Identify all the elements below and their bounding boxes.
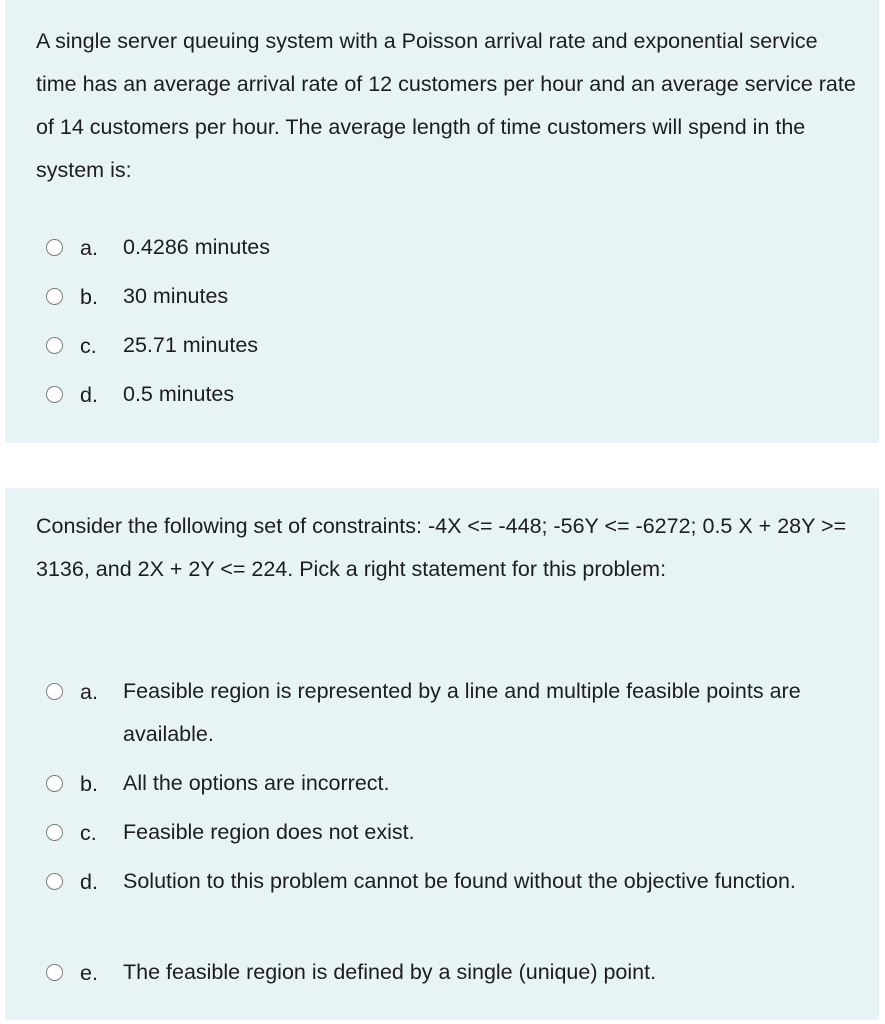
- option-letter: b.: [80, 285, 98, 309]
- question-1: [5, 0, 879, 443]
- radio-button[interactable]: [46, 288, 63, 305]
- radio-button[interactable]: [46, 964, 63, 981]
- option-label: 30 minutes: [123, 284, 229, 308]
- radio-button[interactable]: [46, 775, 63, 792]
- option-label: Feasible region is represented by a line and multiple feasible points are available.: [123, 679, 801, 746]
- option-label: 0.5 minutes: [123, 382, 235, 406]
- option-label: Feasible region does not exist.: [123, 820, 415, 844]
- question-2: [5, 488, 879, 1020]
- option-letter: c.: [80, 821, 97, 845]
- option-label: 25.71 minutes: [123, 333, 259, 357]
- radio-button[interactable]: [46, 683, 63, 700]
- option-label: Solution to this problem cannot be found without the objective function.: [123, 869, 796, 893]
- option-letter: b.: [80, 772, 98, 796]
- radio-button[interactable]: [46, 239, 63, 256]
- option-letter: e.: [80, 961, 98, 985]
- option-letter: a.: [80, 680, 98, 704]
- radio-button[interactable]: [46, 873, 63, 890]
- option-letter: d.: [80, 870, 98, 894]
- option-label: All the options are incorrect.: [123, 771, 390, 795]
- option-label: The feasible region is defined by a single (unique) point.: [123, 960, 657, 984]
- option-letter: c.: [80, 334, 97, 358]
- option-letter: d.: [80, 383, 98, 407]
- question-text: A single server queuing system with a Poisson arrival rate and exponential service time has an average arrival rate of 12 customers per hour and an average service rate of 14 customers per hour. The average length of time customers will spend in the system is:: [36, 29, 856, 182]
- radio-button[interactable]: [46, 337, 63, 354]
- option-label: 0.4286 minutes: [123, 235, 271, 259]
- question-text: Consider the following set of constraints: -4X <= -448; -56Y <= -6272; 0.5 X + 28Y >= 3136, and 2X + 2Y <= 224. Pick a right statement for this problem:: [36, 514, 847, 581]
- radio-button[interactable]: [46, 824, 63, 841]
- radio-button[interactable]: [46, 386, 63, 403]
- option-letter: a.: [80, 236, 98, 260]
